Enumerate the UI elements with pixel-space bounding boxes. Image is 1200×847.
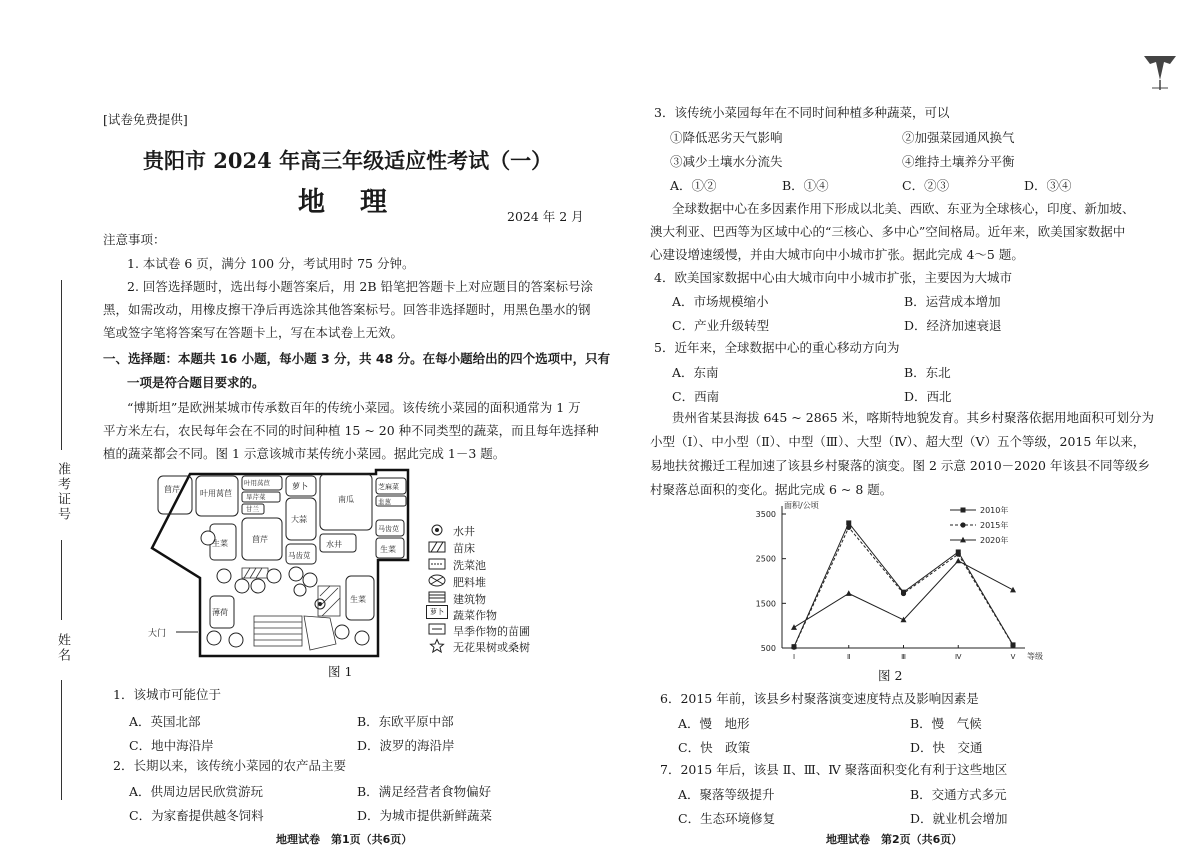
q7-stem: 7．2015 年后，该县 Ⅱ、Ⅲ、Ⅳ 聚落面积变化有利于这些地区: [660, 762, 1008, 777]
x-tick-label: Ⅴ: [1010, 653, 1016, 661]
y-axis-label: 面积/公顷: [784, 501, 819, 510]
data-point: [846, 525, 851, 530]
x-tick-label: Ⅰ: [792, 653, 796, 661]
x-tick-label: Ⅲ: [901, 653, 906, 661]
data-point: [846, 590, 852, 596]
legend-label: 水井: [453, 525, 475, 538]
q3-stem: 3．该传统小菜园每年在不同时间种植多种蔬菜，可以: [654, 105, 950, 120]
q3-statement-1: ①降低恶劣天气影响: [670, 130, 783, 145]
data-point: [956, 552, 961, 557]
data-point: [1010, 587, 1016, 593]
q6-option-d[interactable]: D．快 交通: [910, 740, 983, 755]
q2-option-c[interactable]: C．为家畜提供越冬饲料: [129, 808, 264, 823]
y-tick-label: 500: [760, 644, 776, 653]
washing-pool-icon: [428, 558, 446, 570]
dry-season-icon: [428, 623, 446, 635]
q2-option-b[interactable]: B．满足经营者食物偏好: [357, 784, 492, 799]
legend-label: 蔬菜作物: [453, 609, 497, 622]
q4-option-a[interactable]: A．市场规模缩小: [672, 294, 769, 309]
map-label: 芝麻菜: [378, 483, 399, 491]
fig2-caption: 图 2: [878, 668, 903, 683]
legend-label: 旱季作物的苗圃: [453, 625, 530, 638]
q3-option-d[interactable]: D．③④: [1024, 178, 1072, 193]
q3-option-b[interactable]: B．①④: [782, 178, 829, 193]
passage3-line4: 村聚落总面积的变化。据此完成 6 ~ 8 题。: [650, 482, 893, 497]
q5-option-c[interactable]: C．西南: [672, 389, 720, 404]
map-label: 韭葱: [378, 498, 391, 506]
map-label: 水井: [326, 540, 342, 549]
section1-heading: 一、选择题：本题共 16 小题，每小题 3 分，共 48 分。在每小题给出的四个选项中，只有: [103, 351, 611, 366]
q4-option-d[interactable]: D．经济加速衰退: [904, 318, 1002, 333]
map-label: 茴芹: [252, 535, 268, 544]
map-label: 萝卜: [292, 482, 308, 491]
q5-option-b[interactable]: B．东北: [904, 365, 951, 380]
margin-line-top: [61, 280, 62, 450]
q3-statement-2: ②加强菜园通风换气: [902, 130, 1015, 145]
q7-option-a[interactable]: A．聚落等级提升: [678, 787, 775, 802]
note-2: 2. 回答选择题时，选出每小题答案后，用 2B 铅笔把答题卡上对应题目的答案标号涂: [127, 279, 593, 294]
legend-label: 洗菜池: [453, 559, 486, 572]
legend-label: 无花果树或桑树: [453, 641, 530, 654]
data-point: [791, 645, 796, 650]
note-2-cont2: 笔或签字笔将答案写在答题卡上，写在本试卷上无效。: [103, 325, 404, 340]
data-point: [960, 522, 965, 527]
passage1-line2: 平方米左右，农民每年会在不同的时间种植 15 ~ 20 种不同类型的蔬菜，而且每年选择种: [103, 423, 599, 438]
subject-title: 地 理: [298, 187, 391, 218]
map-label: 甘兰: [246, 505, 259, 513]
logo-icon: [1140, 50, 1180, 92]
legend-label: 肥料堆: [453, 576, 486, 589]
x-tick-label: Ⅳ: [955, 653, 962, 661]
y-tick-label: 2500: [755, 554, 776, 564]
provided-tag: [试卷免费提供]: [103, 112, 188, 127]
map-label: 叶用莴苣: [200, 489, 232, 498]
map-label: 马齿苋: [378, 525, 399, 533]
q1-option-b[interactable]: B．东欧平原中部: [357, 714, 454, 729]
notes-title: 注意事项：: [103, 232, 166, 247]
q6-option-c[interactable]: C．快 政策: [678, 740, 751, 755]
name-label: 姓名: [55, 633, 70, 663]
map-label: 旱芹菜: [246, 493, 266, 501]
x-tick-label: Ⅱ: [847, 653, 851, 661]
map-label: 茴芹: [164, 485, 180, 494]
q2-option-d[interactable]: D．为城市提供新鲜蔬菜: [357, 808, 493, 823]
q1-option-a[interactable]: A．英国北部: [129, 714, 201, 729]
legend-label: 2020年: [980, 536, 1009, 545]
legend-label: 2010年: [980, 506, 1009, 515]
q6-stem: 6．2015 年前，该县乡村聚落演变速度特点及影响因素是: [660, 691, 979, 706]
passage1-line3: 植的蔬菜都会不同。图 1 示意该城市某传统小菜园。据此完成 1－3 题。: [103, 446, 506, 461]
passage3-line2: 小型（Ⅰ）、中小型（Ⅱ）、中型（Ⅲ）、大型（Ⅳ）、超大型（Ⅴ）五个等级，2015 年以来，: [650, 434, 1146, 449]
q1-stem: 1．该城市可能位于: [113, 687, 221, 702]
q3-option-a[interactable]: A．①②: [670, 178, 717, 193]
data-point: [955, 558, 961, 564]
q1-option-c[interactable]: C．地中海沿岸: [129, 738, 214, 753]
q1-option-d[interactable]: D．波罗的海沿岸: [357, 738, 455, 753]
fig1-caption: 图 1: [328, 664, 353, 679]
fig-tree-icon: [429, 638, 445, 654]
map-label: 南瓜: [338, 495, 354, 504]
data-point: [901, 591, 906, 596]
map-label: 叶用莴苣: [244, 479, 270, 487]
passage2-line3: 心建设增速缓慢，并由大城市向中小城市扩张。据此完成 4～5 题。: [650, 247, 1024, 262]
q4-option-b[interactable]: B．运营成本增加: [904, 294, 1001, 309]
data-point: [1010, 643, 1015, 648]
q5-option-a[interactable]: A．东南: [672, 365, 719, 380]
series-line: [794, 527, 1013, 647]
y-tick-label: 1500: [755, 599, 776, 609]
q6-option-b[interactable]: B．慢 气候: [910, 716, 982, 731]
q3-statement-4: ④维持土壤养分平衡: [902, 154, 1015, 169]
q5-option-d[interactable]: D．西北: [904, 389, 952, 404]
map-label: 生菜: [380, 545, 396, 554]
page2-footer: 地理试卷 第2页（共6页）: [826, 833, 963, 846]
legend-label: 建筑物: [453, 593, 486, 606]
q4-stem: 4．欧美国家数据中心由大城市向中小城市扩张，主要因为大城市: [654, 270, 1012, 285]
building-icon: [428, 591, 446, 603]
note-2-cont: 黑，如需改动，用橡皮擦干净后再选涂其他答案标号。回答非选择题时，用黑色墨水的钢: [103, 302, 591, 317]
margin-line-mid: [61, 540, 62, 620]
passage2-line1: 全球数据中心在多因素作用下形成以北美、西欧、东亚为全球核心，印度、新加坡、: [672, 201, 1135, 216]
data-point: [846, 520, 851, 525]
well-icon: [430, 523, 444, 537]
q7-option-b[interactable]: B．交通方式多元: [910, 787, 1007, 802]
settlement-area-chart: [740, 498, 1050, 666]
exam-title: 贵阳市 2024 年高三年级适应性考试（一）: [143, 148, 553, 173]
map-label: 生菜: [350, 595, 366, 604]
q7-option-c[interactable]: C．生态环境修复: [678, 811, 776, 826]
data-point: [791, 624, 797, 630]
seedbed-icon: [428, 541, 446, 553]
passage2-line2: 澳大利亚、巴西等为区域中心的“三核心、多中心”空间格局。近年来，欧美国家数据中: [650, 224, 1126, 239]
exam-date: 2024 年 2 月: [507, 209, 584, 224]
note-1: 1. 本试卷 6 页，满分 100 分，考试用时 75 分钟。: [127, 256, 415, 271]
x-axis-label: 等级: [1027, 652, 1043, 661]
map-label: 薄荷: [212, 608, 228, 617]
q7-option-d[interactable]: D．就业机会增加: [910, 811, 1008, 826]
compost-icon: [428, 574, 446, 587]
passage3-line3: 易地扶贫搬迁工程加速了该县乡村聚落的演变。图 2 示意 2010－2020 年该县不同等级乡: [650, 458, 1150, 473]
map-label: 大蒜: [291, 515, 307, 524]
map-label: 马齿苋: [288, 551, 311, 560]
passage1-line1: “博斯坦”是欧洲某城市传承数百年的传统小菜园。该传统小菜园的面积通常为 1 万: [127, 400, 581, 415]
legend-label: 2015年: [980, 521, 1009, 530]
data-point: [961, 508, 966, 513]
crop-icon: 萝卜: [426, 605, 448, 619]
exam-number-label: 准考证号: [55, 462, 70, 522]
passage3-line1: 贵州省某县海拔 645 ~ 2865 米，喀斯特地貌发育。其乡村聚落依据用地面积可划分为: [672, 410, 1155, 425]
q6-option-a[interactable]: A．慢 地形: [678, 716, 750, 731]
y-tick-label: 3500: [755, 510, 776, 519]
section1-heading-cont: 一项是符合题目要求的。: [127, 375, 265, 390]
q2-stem: 2．长期以来，该传统小菜园的农产品主要: [113, 758, 346, 773]
map-label: 生菜: [212, 539, 228, 548]
q3-option-c[interactable]: C．②③: [902, 178, 950, 193]
q3-statement-3: ③减少土壤水分流失: [670, 154, 783, 169]
margin-line-bottom: [61, 680, 62, 800]
page1-footer: 地理试卷 第1页（共6页）: [276, 833, 413, 846]
q2-option-a[interactable]: A．供周边居民欣赏游玩: [129, 784, 264, 799]
legend-label: 苗床: [453, 542, 475, 555]
gate-label: 大门: [148, 629, 167, 639]
q4-option-c[interactable]: C．产业升级转型: [672, 318, 770, 333]
q5-stem: 5．近年来，全球数据中心的重心移动方向为: [654, 340, 900, 355]
